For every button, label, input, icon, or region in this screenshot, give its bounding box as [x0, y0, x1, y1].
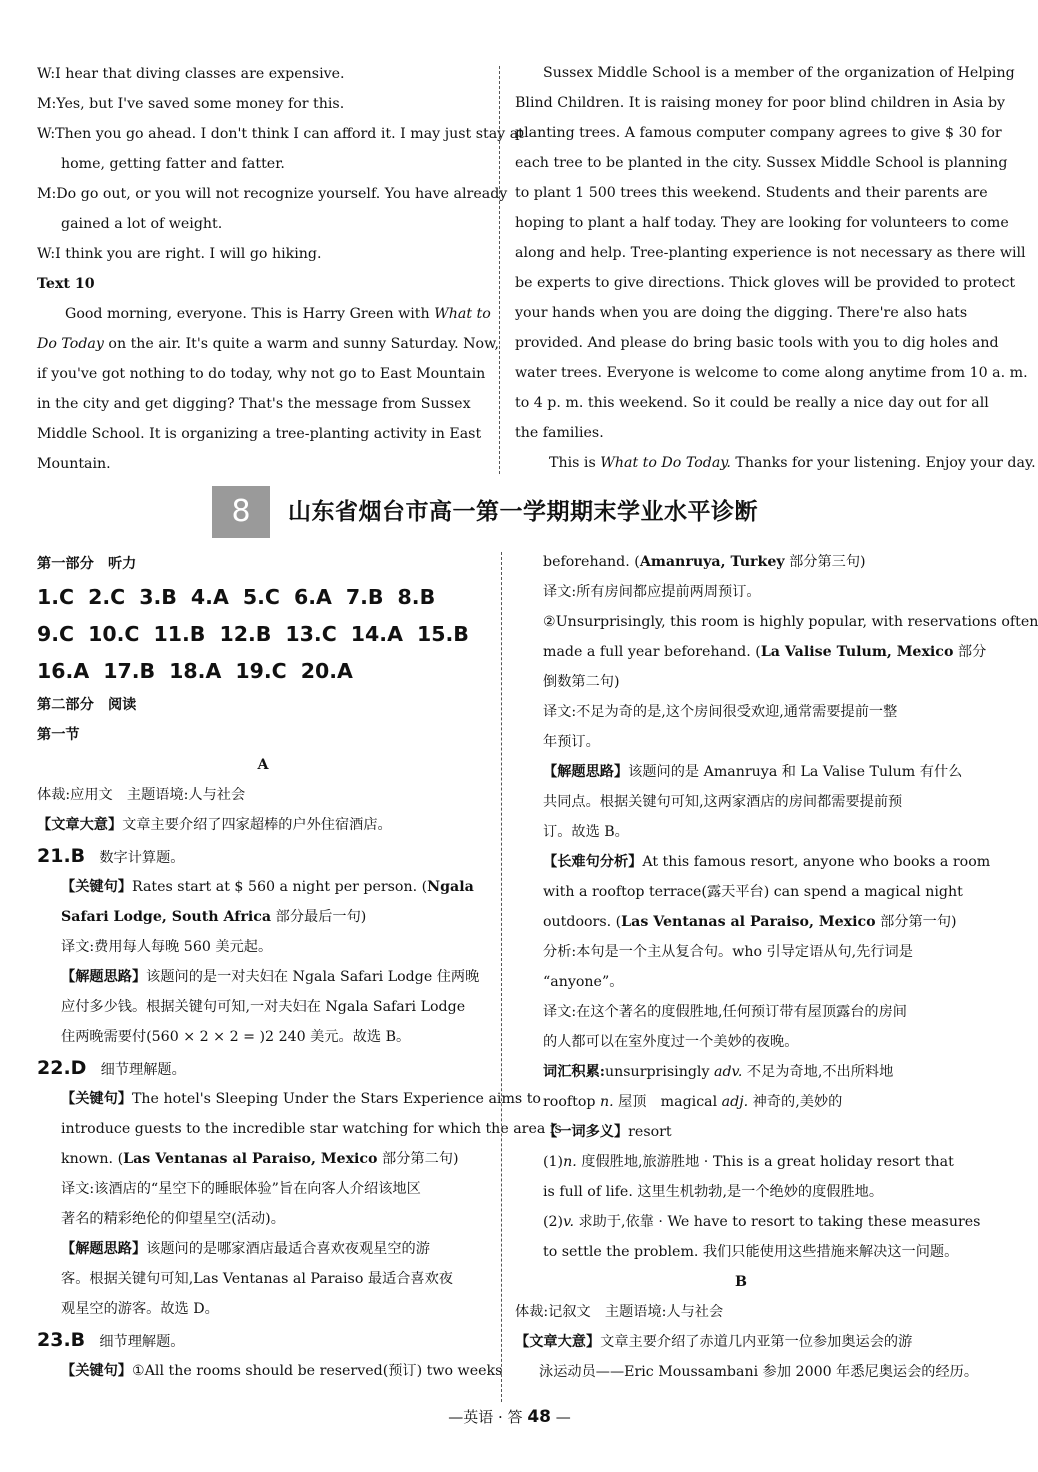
dialogue-line: M:Do go out, or you will not recognize yourself. You have already	[37, 186, 508, 202]
dialogue-line: W:I think you are right. I will go hiking.	[37, 246, 322, 262]
key-sentence: made a full year beforehand. (La Valise Tulum, Mexico 部分	[543, 644, 987, 660]
key-sentence: known. (Las Ventanas al Paraiso, Mexico 部分第二句)	[61, 1151, 459, 1167]
translation: 译文:该酒店的“星空下的睡眠体验”旨在向客人介绍该地区	[61, 1181, 421, 1197]
section-number: 8	[212, 486, 270, 538]
vocabulary-line: rooftop n. 屋顶 magical adj. 神奇的,美妙的	[543, 1094, 843, 1110]
summary-line: 【文章大意】文章主要介绍了赤道几内亚第一位参加奥运会的游	[515, 1334, 913, 1350]
key-sentence: introduce guests to the incredible star watching for which the area is	[61, 1121, 562, 1137]
section-1-title: 第一节	[37, 727, 80, 743]
key-sentence: 倒数第二句)	[543, 674, 620, 690]
vocabulary-line: 词汇积累:unsurprisingly adv. 不足为奇地,不出所料地	[543, 1064, 894, 1080]
answer: 16.A	[37, 659, 90, 683]
answer: 11.B	[153, 622, 206, 646]
translation: 译文:在这个著名的度假胜地,任何预订带有屋顶露台的房间	[543, 1004, 907, 1020]
solution-idea: 【解题思路】该题问的是 Amanruya 和 La Valise Tulum 有什么	[543, 764, 963, 780]
bottom-right-column	[515, 547, 1038, 1387]
paragraph-line: the families.	[515, 425, 604, 441]
answer: 1.C	[37, 585, 75, 609]
answer: 20.A	[300, 659, 353, 683]
section-banner	[212, 486, 812, 538]
key-sentence: ②Unsurprisingly, this room is highly popular, with reservations often	[543, 614, 1038, 630]
summary-line: 泳运动员——Eric Moussambani 参加 2000 年悉尼奥运会的经历。	[539, 1364, 979, 1380]
paragraph-line: be experts to give directions. Thick gloves will be provided to protect	[515, 275, 1016, 291]
passage-b-label: B	[735, 1274, 747, 1290]
column-divider	[499, 66, 500, 474]
key-sentence: 【关键句】①All the rooms should be reserved(预订) two weeks	[61, 1363, 503, 1379]
solution-idea: 应付多少钱。根据关键句可知,一对夫妇在 Ngala Safari Lodge	[61, 999, 466, 1015]
polysemy-line: (1)n. 度假胜地,旅游胜地 · This is a great holiday resort that	[543, 1154, 954, 1170]
paragraph-line: Good morning, everyone. This is Harry Green with What to	[65, 306, 491, 322]
page-footer: —英语 · 答 48 —	[448, 1407, 571, 1427]
solution-idea: 【解题思路】该题问的是一对夫妇在 Ngala Safari Lodge 住两晚	[61, 969, 480, 985]
key-sentence: 【关键句】The hotel's Sleeping Under the Stars Experience aims to	[61, 1091, 541, 1107]
key-sentence: 【关键句】Rates start at $ 560 a night per person. (Ngala	[61, 879, 474, 895]
translation: 的人都可以在室外度过一个美妙的夜晚。	[543, 1034, 799, 1050]
analysis-line: 分析:本句是一个主从复合句。who 引导定语从句,先行词是	[543, 944, 913, 960]
section-title: 山东省烟台市高一第一学期期末学业水平诊断	[288, 499, 758, 525]
part-1-title: 第一部分 听力	[37, 556, 137, 572]
paragraph-line: water trees. Everyone is welcome to come along anytime from 10 a. m.	[515, 365, 1028, 381]
polysemy-line: 【一词多义】resort	[543, 1124, 672, 1140]
translation: 年预订。	[543, 734, 600, 750]
genre-line: 体裁:记叙文 主题语境:人与社会	[515, 1304, 724, 1320]
answer-row	[37, 653, 489, 690]
solution-idea: 订。故选 B。	[543, 824, 629, 840]
answer: 3.B	[139, 585, 177, 609]
summary-line: 【文章大意】文章主要介绍了四家超棒的户外住宿酒店。	[37, 817, 392, 833]
paragraph-line: in the city and get digging? That's the message from Sussex	[37, 396, 471, 412]
paragraph-line: Do Today on the air. It's quite a warm and sunny Saturday. Now,	[37, 336, 500, 352]
translation: 译文:费用每人每晚 560 美元起。	[61, 939, 273, 955]
passage-a-label: A	[257, 757, 269, 773]
answer: 9.C	[37, 622, 75, 646]
answer: 14.A	[350, 622, 403, 646]
paragraph-line: if you've got nothing to do today, why not go to East Mountain	[37, 366, 486, 382]
top-right-column	[515, 58, 1036, 478]
answer: 4.A	[190, 585, 229, 609]
genre-line: 体裁:应用文 主题语境:人与社会	[37, 787, 246, 803]
paragraph-line: planting trees. A famous computer company agrees to give $ 30 for	[515, 125, 1002, 141]
dialogue-line: W:Then you go ahead. I don't think I can afford it. I may just stay at	[37, 126, 524, 142]
dialogue-line: W:I hear that diving classes are expensive.	[37, 66, 345, 82]
solution-idea: 共同点。根据关键句可知,这两家酒店的房间都需要提前预	[543, 794, 903, 810]
translation: 译文:所有房间都应提前两周预订。	[543, 584, 761, 600]
answer-row	[37, 579, 489, 616]
paragraph-line: Blind Children. It is raising money for poor blind children in Asia by	[515, 95, 1006, 111]
long-sentence-analysis: 【长难句分析】At this famous resort, anyone who books a room	[543, 854, 991, 870]
solution-idea: 客。根据关键句可知,Las Ventanas al Paraiso 最适合喜欢夜	[61, 1271, 453, 1287]
answer: 15.B	[416, 622, 469, 646]
answer: 8.B	[397, 585, 436, 609]
key-sentence: Safari Lodge, South Africa 部分最后一句)	[61, 909, 367, 925]
page-number: 48	[527, 1407, 551, 1427]
dialogue-line: home, getting fatter and fatter.	[61, 156, 285, 172]
answer: 13.C	[285, 622, 337, 646]
top-left-column	[37, 59, 524, 479]
dialogue-line: gained a lot of weight.	[61, 216, 223, 232]
answer: 17.B	[103, 659, 156, 683]
question-22: 22.D 细节理解题。	[37, 1057, 186, 1079]
part-2-title: 第二部分 阅读	[37, 697, 137, 713]
answer: 2.C	[88, 585, 126, 609]
question-21: 21.B 数字计算题。	[37, 845, 185, 867]
solution-idea: 观星空的游客。故选 D。	[61, 1301, 219, 1317]
paragraph-line: to 4 p. m. this weekend. So it could be really a nice day out for all	[515, 395, 989, 411]
polysemy-line: is full of life. 这里生机勃勃,是一个绝妙的度假胜地。	[543, 1184, 884, 1200]
answer-row	[37, 616, 489, 653]
translation: 译文:不足为奇的是,这个房间很受欢迎,通常需要提前一整	[543, 704, 898, 720]
paragraph-line: along and help. Tree-planting experience is not necessary as there will	[515, 245, 1026, 261]
bottom-left-column	[37, 549, 562, 1386]
paragraph-line: hoping to plant a half today. They are looking for volunteers to come	[515, 215, 1009, 231]
answer: 5.C	[242, 585, 280, 609]
paragraph-line: This is What to Do Today. Thanks for your listening. Enjoy your day.	[549, 455, 1036, 471]
paragraph-line: Middle School. It is organizing a tree-planting activity in East	[37, 426, 482, 442]
paragraph-line: Mountain.	[37, 456, 111, 472]
key-sentence: beforehand. (Amanruya, Turkey 部分第三句)	[543, 554, 866, 570]
analysis-line: “anyone”。	[543, 974, 624, 990]
answer: 18.A	[169, 659, 222, 683]
long-sentence-analysis: with a rooftop terrace(露天平台) can spend a magical night	[543, 884, 963, 900]
paragraph-line: to plant 1 500 trees this weekend. Students and their parents are	[515, 185, 988, 201]
polysemy-line: to settle the problem. 我们只能使用这些措施来解决这一问题。	[543, 1244, 959, 1260]
column-divider	[501, 552, 502, 1402]
answer: 19.C	[235, 659, 287, 683]
paragraph-line: each tree to be planted in the city. Sussex Middle School is planning	[515, 155, 1008, 171]
answer: 10.C	[88, 622, 140, 646]
long-sentence-analysis: outdoors. (Las Ventanas al Paraiso, Mexico 部分第一句)	[543, 914, 957, 930]
paragraph-line: your hands when you are doing the digging. There're also hats	[515, 305, 968, 321]
question-23: 23.B 细节理解题。	[37, 1329, 185, 1351]
answer: 12.B	[219, 622, 272, 646]
translation: 著名的精彩绝伦的仰望星空(活动)。	[61, 1211, 285, 1227]
paragraph-line: Sussex Middle School is a member of the organization of Helping	[543, 65, 1015, 81]
dialogue-line: M:Yes, but I've saved some money for this.	[37, 96, 345, 112]
answer: 7.B	[345, 585, 384, 609]
solution-idea: 【解题思路】该题问的是哪家酒店最适合喜欢夜观星空的游	[61, 1241, 430, 1257]
paragraph-line: provided. And please do bring basic tools with you to dig holes and	[515, 335, 999, 351]
answer-grid	[37, 579, 489, 690]
polysemy-line: (2)v. 求助于,依靠 · We have to resort to taking these measures	[543, 1214, 981, 1230]
answer: 6.A	[293, 585, 332, 609]
text-10-heading: Text 10	[37, 276, 95, 292]
solution-idea: 住两晚需要付(560 × 2 × 2 = )2 240 美元。故选 B。	[61, 1029, 411, 1045]
